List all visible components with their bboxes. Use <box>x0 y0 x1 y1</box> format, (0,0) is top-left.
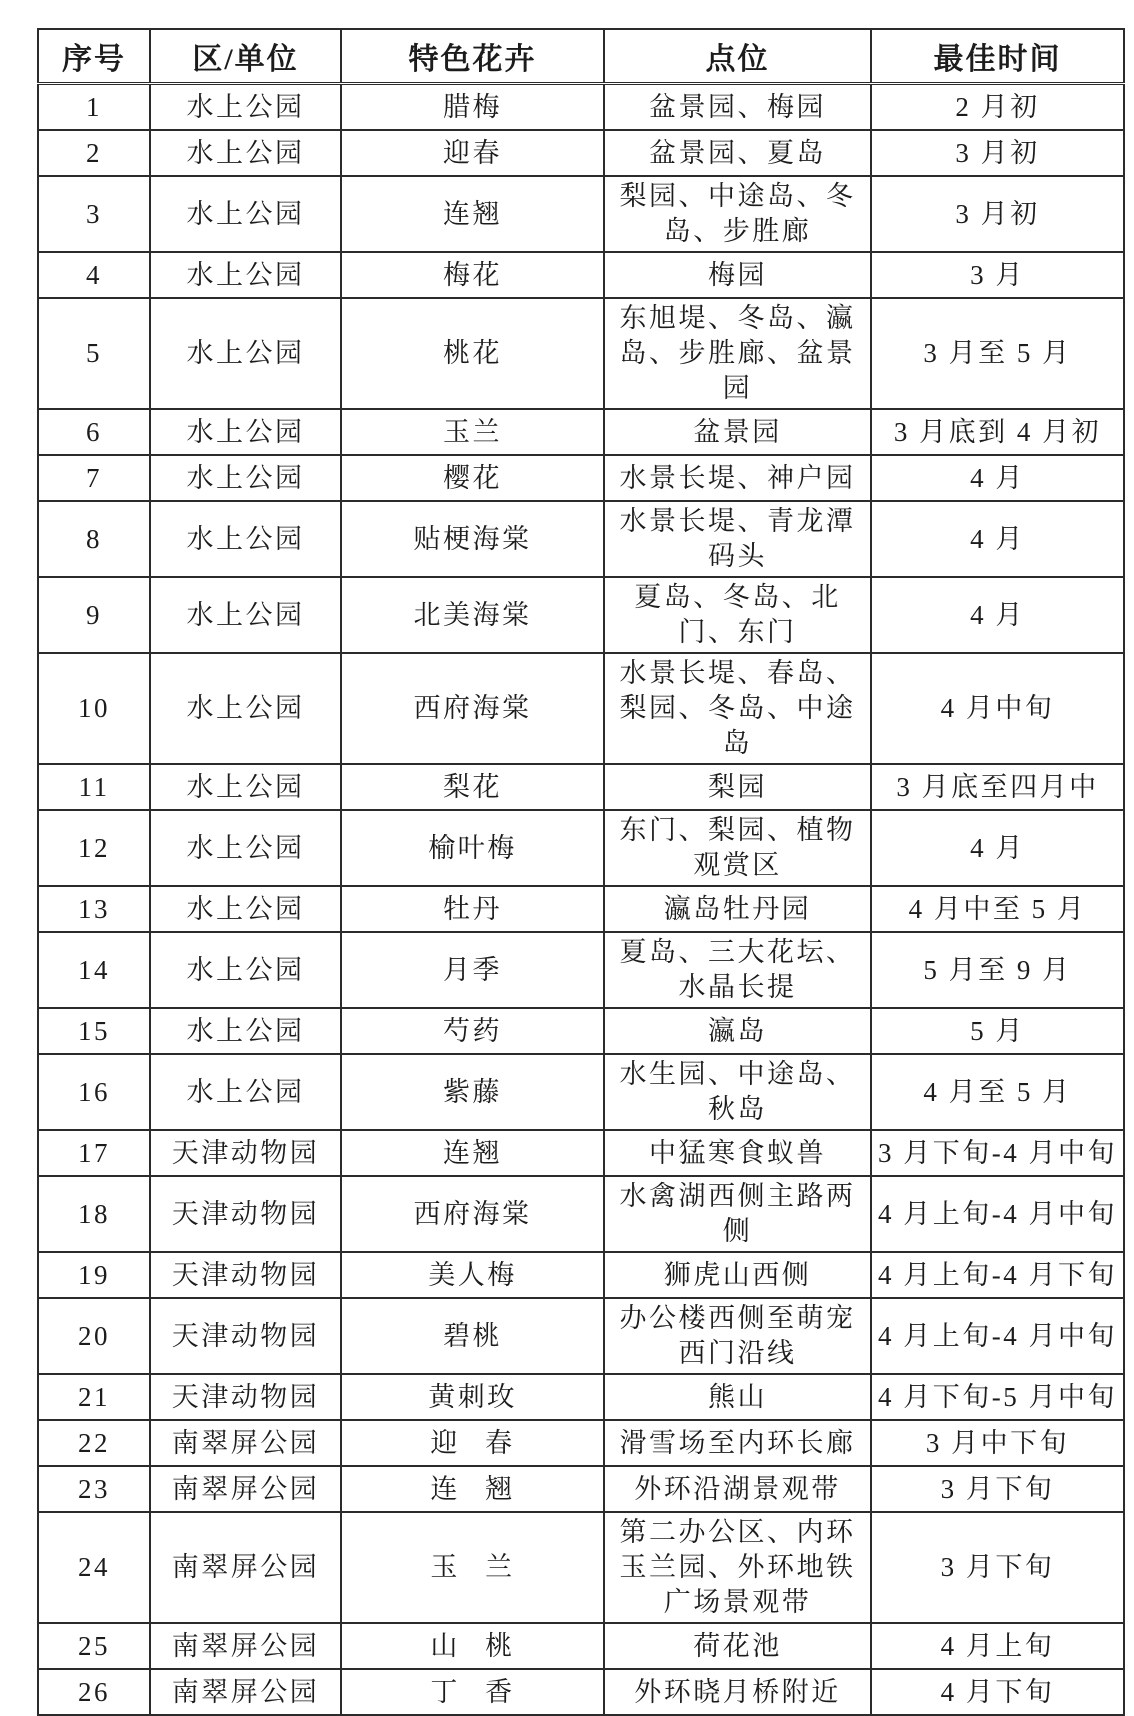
cell-serial: 2 <box>38 130 150 176</box>
cell-district: 水上公园 <box>150 252 341 298</box>
cell-district: 南翠屏公园 <box>150 1420 341 1466</box>
cell-location: 盆景园、夏岛 <box>604 130 871 176</box>
cell-location: 熊山 <box>604 1374 871 1420</box>
cell-flower: 樱花 <box>341 455 604 501</box>
cell-flower: 桃花 <box>341 298 604 409</box>
table-row <box>38 653 1124 764</box>
cell-location: 滑雪场至内环长廊 <box>604 1420 871 1466</box>
cell-district: 南翠屏公园 <box>150 1512 341 1623</box>
cell-serial: 20 <box>38 1298 150 1374</box>
cell-district: 南翠屏公园 <box>150 1466 341 1512</box>
cell-flower: 贴梗海棠 <box>341 501 604 577</box>
cell-location: 水禽湖西侧主路两侧 <box>604 1176 871 1252</box>
cell-district: 水上公园 <box>150 1054 341 1130</box>
cell-serial: 10 <box>38 653 150 764</box>
column-header-serial: 序号 <box>38 29 150 84</box>
cell-location: 东旭堤、冬岛、瀛岛、步胜廊、盆景园 <box>604 298 871 409</box>
cell-flower: 西府海棠 <box>341 653 604 764</box>
cell-district: 水上公园 <box>150 653 341 764</box>
cell-serial: 24 <box>38 1512 150 1623</box>
cell-flower: 紫藤 <box>341 1054 604 1130</box>
table-row <box>38 501 1124 577</box>
cell-location: 瀛岛牡丹园 <box>604 886 871 932</box>
cell-best-time: 4 月上旬-4 月中旬 <box>871 1298 1124 1374</box>
cell-best-time: 4 月下旬 <box>871 1669 1124 1715</box>
cell-serial: 13 <box>38 886 150 932</box>
cell-district: 水上公园 <box>150 886 341 932</box>
cell-district: 天津动物园 <box>150 1252 341 1298</box>
table-row <box>38 1374 1124 1420</box>
cell-flower: 美人梅 <box>341 1252 604 1298</box>
cell-best-time: 4 月 <box>871 501 1124 577</box>
column-header-best-time: 最佳时间 <box>871 29 1124 84</box>
cell-flower: 月季 <box>341 932 604 1008</box>
table-row <box>38 764 1124 810</box>
cell-flower: 黄刺玫 <box>341 1374 604 1420</box>
column-header-location: 点位 <box>604 29 871 84</box>
cell-district: 水上公园 <box>150 409 341 455</box>
table-row <box>38 1176 1124 1252</box>
cell-district: 水上公园 <box>150 298 341 409</box>
table-row <box>38 810 1124 886</box>
cell-location: 梨园、中途岛、冬岛、步胜廊 <box>604 176 871 252</box>
column-header-district: 区/单位 <box>150 29 341 84</box>
flower-viewing-table <box>37 28 1125 1716</box>
cell-serial: 9 <box>38 577 150 653</box>
table-row <box>38 130 1124 176</box>
table-row <box>38 932 1124 1008</box>
cell-location: 梅园 <box>604 252 871 298</box>
table-row <box>38 1420 1124 1466</box>
table-row <box>38 455 1124 501</box>
cell-best-time: 4 月上旬 <box>871 1623 1124 1669</box>
cell-best-time: 4 月下旬-5 月中旬 <box>871 1374 1124 1420</box>
table-row <box>38 84 1124 131</box>
cell-district: 南翠屏公园 <box>150 1623 341 1669</box>
cell-district: 南翠屏公园 <box>150 1669 341 1715</box>
cell-serial: 16 <box>38 1054 150 1130</box>
cell-flower: 牡丹 <box>341 886 604 932</box>
table-row <box>38 1054 1124 1130</box>
cell-location: 水景长堤、神户园 <box>604 455 871 501</box>
cell-location: 第二办公区、内环玉兰园、外环地铁广场景观带 <box>604 1512 871 1623</box>
cell-flower: 山 桃 <box>341 1623 604 1669</box>
cell-district: 水上公园 <box>150 932 341 1008</box>
table-row <box>38 409 1124 455</box>
cell-best-time: 3 月中下旬 <box>871 1420 1124 1466</box>
cell-district: 水上公园 <box>150 176 341 252</box>
cell-location: 中猛寒食蚁兽 <box>604 1130 871 1176</box>
cell-best-time: 3 月下旬-4 月中旬 <box>871 1130 1124 1176</box>
cell-best-time: 4 月中至 5 月 <box>871 886 1124 932</box>
cell-flower: 玉兰 <box>341 409 604 455</box>
cell-flower: 芍药 <box>341 1008 604 1054</box>
cell-serial: 12 <box>38 810 150 886</box>
table-body <box>38 84 1124 1716</box>
cell-best-time: 2 月初 <box>871 84 1124 131</box>
cell-location: 外环晓月桥附近 <box>604 1669 871 1715</box>
table-row <box>38 1252 1124 1298</box>
cell-location: 夏岛、三大花坛、水晶长提 <box>604 932 871 1008</box>
cell-location: 夏岛、冬岛、北门、东门 <box>604 577 871 653</box>
cell-best-time: 3 月初 <box>871 130 1124 176</box>
cell-flower: 连翘 <box>341 176 604 252</box>
table-row <box>38 1466 1124 1512</box>
table-row <box>38 252 1124 298</box>
cell-flower: 丁 香 <box>341 1669 604 1715</box>
table-row <box>38 1512 1124 1623</box>
table-row <box>38 298 1124 409</box>
cell-serial: 18 <box>38 1176 150 1252</box>
cell-district: 水上公园 <box>150 810 341 886</box>
cell-flower: 迎 春 <box>341 1420 604 1466</box>
cell-location: 水景长堤、春岛、梨园、冬岛、中途岛 <box>604 653 871 764</box>
cell-best-time: 3 月下旬 <box>871 1466 1124 1512</box>
cell-best-time: 3 月底至四月中 <box>871 764 1124 810</box>
cell-serial: 11 <box>38 764 150 810</box>
cell-location: 东门、梨园、植物观赏区 <box>604 810 871 886</box>
cell-best-time: 4 月 <box>871 577 1124 653</box>
cell-district: 天津动物园 <box>150 1298 341 1374</box>
cell-flower: 北美海棠 <box>341 577 604 653</box>
table-row <box>38 1669 1124 1715</box>
cell-serial: 25 <box>38 1623 150 1669</box>
cell-location: 瀛岛 <box>604 1008 871 1054</box>
cell-flower: 腊梅 <box>341 84 604 131</box>
cell-district: 水上公园 <box>150 577 341 653</box>
cell-flower: 迎春 <box>341 130 604 176</box>
cell-serial: 5 <box>38 298 150 409</box>
cell-serial: 22 <box>38 1420 150 1466</box>
cell-serial: 3 <box>38 176 150 252</box>
cell-location: 荷花池 <box>604 1623 871 1669</box>
cell-flower: 梅花 <box>341 252 604 298</box>
cell-flower: 连翘 <box>341 1130 604 1176</box>
cell-district: 水上公园 <box>150 501 341 577</box>
table-row <box>38 176 1124 252</box>
cell-location: 水景长堤、青龙潭码头 <box>604 501 871 577</box>
cell-best-time: 4 月至 5 月 <box>871 1054 1124 1130</box>
cell-district: 水上公园 <box>150 764 341 810</box>
cell-district: 水上公园 <box>150 455 341 501</box>
cell-flower: 连 翘 <box>341 1466 604 1512</box>
cell-serial: 1 <box>38 84 150 131</box>
column-header-flower: 特色花卉 <box>341 29 604 84</box>
cell-serial: 26 <box>38 1669 150 1715</box>
cell-best-time: 3 月至 5 月 <box>871 298 1124 409</box>
cell-location: 梨园 <box>604 764 871 810</box>
cell-serial: 15 <box>38 1008 150 1054</box>
cell-location: 办公楼西侧至萌宠西门沿线 <box>604 1298 871 1374</box>
cell-best-time: 3 月 <box>871 252 1124 298</box>
cell-flower: 梨花 <box>341 764 604 810</box>
cell-best-time: 5 月至 9 月 <box>871 932 1124 1008</box>
cell-best-time: 3 月初 <box>871 176 1124 252</box>
table-row <box>38 577 1124 653</box>
cell-flower: 碧桃 <box>341 1298 604 1374</box>
cell-serial: 4 <box>38 252 150 298</box>
cell-best-time: 4 月上旬-4 月下旬 <box>871 1252 1124 1298</box>
cell-serial: 7 <box>38 455 150 501</box>
cell-district: 水上公园 <box>150 84 341 131</box>
cell-best-time: 4 月上旬-4 月中旬 <box>871 1176 1124 1252</box>
cell-best-time: 4 月中旬 <box>871 653 1124 764</box>
table-row <box>38 1298 1124 1374</box>
cell-location: 水生园、中途岛、秋岛 <box>604 1054 871 1130</box>
cell-flower: 玉 兰 <box>341 1512 604 1623</box>
cell-district: 水上公园 <box>150 1008 341 1054</box>
cell-location: 盆景园 <box>604 409 871 455</box>
cell-district: 天津动物园 <box>150 1374 341 1420</box>
cell-flower: 西府海棠 <box>341 1176 604 1252</box>
cell-district: 天津动物园 <box>150 1176 341 1252</box>
cell-location: 狮虎山西侧 <box>604 1252 871 1298</box>
cell-serial: 8 <box>38 501 150 577</box>
header-row <box>38 29 1124 84</box>
cell-serial: 14 <box>38 932 150 1008</box>
cell-best-time: 3 月底到 4 月初 <box>871 409 1124 455</box>
table-row <box>38 886 1124 932</box>
cell-serial: 6 <box>38 409 150 455</box>
cell-location: 盆景园、梅园 <box>604 84 871 131</box>
table-row <box>38 1008 1124 1054</box>
cell-serial: 21 <box>38 1374 150 1420</box>
table-row <box>38 1623 1124 1669</box>
cell-serial: 17 <box>38 1130 150 1176</box>
cell-location: 外环沿湖景观带 <box>604 1466 871 1512</box>
cell-best-time: 5 月 <box>871 1008 1124 1054</box>
cell-serial: 19 <box>38 1252 150 1298</box>
cell-serial: 23 <box>38 1466 150 1512</box>
cell-flower: 榆叶梅 <box>341 810 604 886</box>
cell-best-time: 3 月下旬 <box>871 1512 1124 1623</box>
cell-best-time: 4 月 <box>871 455 1124 501</box>
cell-best-time: 4 月 <box>871 810 1124 886</box>
cell-district: 水上公园 <box>150 130 341 176</box>
table-row <box>38 1130 1124 1176</box>
cell-district: 天津动物园 <box>150 1130 341 1176</box>
